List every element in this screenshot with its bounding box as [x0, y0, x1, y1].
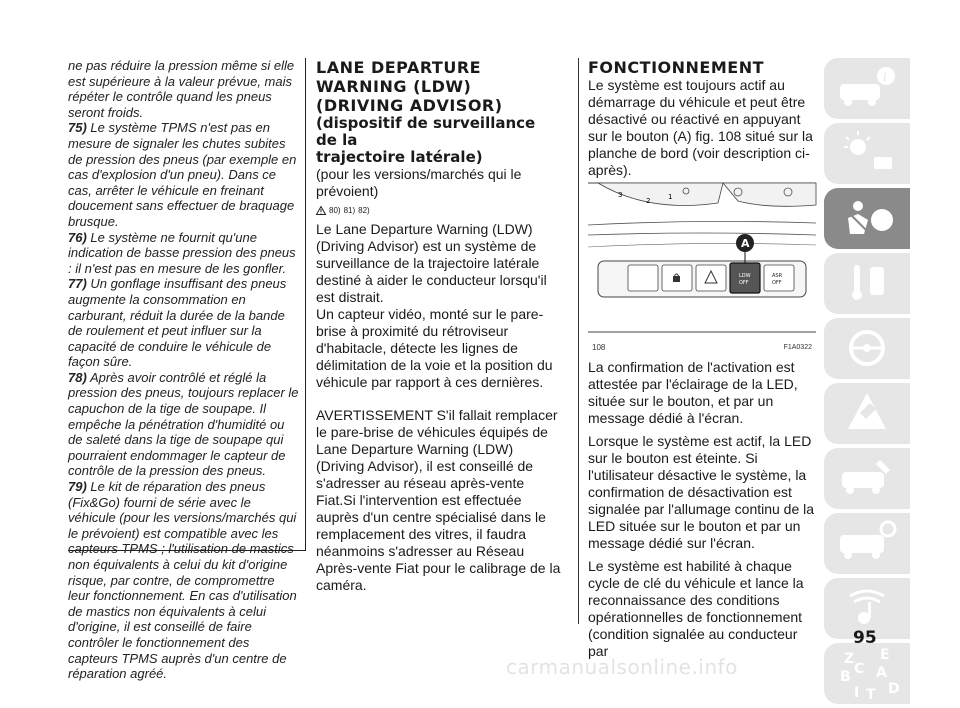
- section-subtitle-line: (dispositif de surveillance de la: [316, 114, 536, 149]
- note-text: Après avoir contrôlé et réglé la pression des pneus, toujours replacer le capuchon de la tige de soupape. Il empêche la pénétration d'humidité ou de saleté dans la tige de soupape qui pourraient endommager le capteur de contrôle de la pression des pneus.: [68, 369, 299, 479]
- warning-lights-icon: [824, 123, 910, 184]
- note-number: 79): [68, 479, 87, 495]
- column-divider: [578, 58, 579, 624]
- emergency-icon: [824, 383, 910, 444]
- note-number: 78): [68, 369, 87, 385]
- svg-text:ASR: ASR: [772, 273, 783, 279]
- figure-number: 108: [592, 343, 606, 352]
- starting-driving-icon: [824, 253, 910, 314]
- operation-paragraph: Le système est habilité à chaque cycle de clé du véhicule et lance la reconnaissance des conditions opérationnelles de fonctionnement (condition signalée au conducteur par: [588, 558, 804, 659]
- watermark-text: carmanualsonline.info: [506, 655, 738, 679]
- operation-section: [588, 58, 816, 660]
- tab-warning-lights[interactable]: [824, 123, 910, 184]
- dial-number: 3: [618, 191, 623, 199]
- note-number: 77): [68, 276, 87, 292]
- page-number: 95: [853, 628, 877, 648]
- index-letter: E: [880, 647, 890, 663]
- maintenance-icon: [824, 448, 910, 509]
- note-number: 75): [68, 120, 87, 136]
- operation-paragraph: La confirmation de l'activation est attestée par l'éclairage de la LED, située sur le bouton, et par un message dédié à l'écran.: [588, 359, 798, 426]
- steering-wheel-icon: [824, 318, 910, 379]
- availability-note: (pour les versions/marchés qui le prévoient): [316, 166, 522, 199]
- svg-text:i: i: [883, 70, 887, 84]
- ref-number[interactable]: 81): [343, 206, 356, 215]
- warning-triangle-icon: [316, 206, 326, 215]
- technical-data-icon: [824, 513, 910, 574]
- note-text: Un gonflage insuffisant des pneus augmente la consommation en carburant, réduit la durée de la bande de roulement et peut influer sur la capacité de conduire le véhicule de façon sûre.: [68, 276, 287, 370]
- index-letter: D: [888, 681, 900, 697]
- index-letter: B: [840, 669, 851, 685]
- note-column: [68, 58, 306, 682]
- ref-number[interactable]: 82): [358, 206, 370, 215]
- note-text: Le système ne fournit qu'une indication de basse pression des pneus : il n'est pas en mesure de les gonfler.: [68, 229, 296, 276]
- tab-technical-data[interactable]: [824, 513, 910, 574]
- figure-108: [588, 183, 816, 353]
- tab-emergency[interactable]: [824, 383, 910, 444]
- ldw-warning-paragraph: AVERTISSEMENT S'il fallait remplacer le pare-brise de véhicules équipés de Lane Departure Warning (LDW) (Driving Advisor), il est conseillé de s'adresser au réseau après-vente Fiat.Si l'intervention est effectuée auprès d'un centre spécialisé dans le remplacement des vitres, il faudra néanmoins s'adresser au Réseau Après-vente Fiat pour le calibrage de la caméra.: [316, 407, 561, 593]
- note-intro: ne pas réduire la pression même si elle est supérieure à la valeur prévue, mais répéter le contrôle quand les pneus seront froids.: [68, 58, 295, 120]
- ldw-paragraph: Le Lane Departure Warning (LDW) (Driving Advisor) est un système de surveillance de la trajectoire latérale destiné à aider le conducteur lorsqu'il est distrait.: [316, 221, 547, 305]
- ldw-paragraph: Un capteur vidéo, monté sur le pare-brise à proximité du rétroviseur d'habitacle, détecte les lignes de délimitation de la voie et la position du véhicule par rapport à ces dernières.: [316, 306, 553, 390]
- operation-paragraph: Le système est toujours actif au démarrage du véhicule et peut être désactivé ou réactivé en appuyant sur le bouton (A) fig. 108 situé sur la planche de bord (voir description ci-après).: [588, 77, 813, 178]
- note-item: [68, 276, 299, 370]
- car-info-icon: [824, 58, 910, 119]
- svg-text:LDW: LDW: [739, 273, 751, 279]
- tab-steering-wheel[interactable]: [824, 318, 910, 379]
- ldw-section: [316, 58, 561, 594]
- index-letter: Z: [844, 651, 855, 667]
- callout-a-label: A: [741, 237, 750, 250]
- safety-airbag-icon: [824, 188, 910, 249]
- tab-starting-driving[interactable]: [824, 253, 910, 314]
- note-item: [68, 120, 299, 229]
- svg-text:OFF: OFF: [772, 280, 782, 286]
- dial-number: 1: [668, 193, 673, 201]
- note-text: Le système TPMS n'est pas en mesure de signaler les chutes subites de pression des pneus (par exemple en cas d'explosion d'un pneu). Dans ce cas, arrêter le véhicule en freinant doucement sans effectuer de braquage brusque.: [68, 120, 297, 229]
- svg-text:OFF: OFF: [739, 280, 749, 286]
- ref-number[interactable]: 80): [329, 206, 341, 215]
- section-subtitle-line: trajectoire latérale): [316, 148, 483, 166]
- operation-title: FONCTIONNEMENT: [588, 58, 764, 77]
- operation-paragraph: Lorsque le système est actif, la LED sur le bouton est éteinte. Si l'utilisateur désactive le système, la confirmation de désactivation est signalée par l'allumage continu de la LED située sur le bouton et par un message dédié sur l'écran.: [588, 433, 815, 551]
- note-item: [68, 479, 299, 682]
- section-title-line: WARNING (LDW): [316, 77, 472, 96]
- dial-number: 2: [646, 197, 651, 205]
- tab-car-info[interactable]: [824, 58, 910, 119]
- tab-maintenance[interactable]: [824, 448, 910, 509]
- tab-safety[interactable]: [824, 188, 910, 249]
- dashboard-illustration: [588, 183, 816, 333]
- index-letter: I: [854, 685, 860, 701]
- note-item: [68, 230, 299, 277]
- section-title-line: (DRIVING ADVISOR): [316, 96, 503, 115]
- section-title-line: LANE DEPARTURE: [316, 58, 482, 77]
- index-letter: C: [854, 661, 865, 677]
- note-text: Le kit de réparation des pneus (Fix&Go) fourni de série avec le véhicule (pour les versions/marchés qui le prévoient) est compatible avec les capteurs TPMS ; l'utilisation de mastics non équivalents à celui du kit d'origine risque, par contre, de compromettre leur fonctionnement. En cas d'utilisation de mastics non équivalents à celui d'origine, il est conseillé de faire contrôler le fonctionnement des capteurs TPMS auprès d'un centre de réparation agréé.: [68, 479, 297, 682]
- index-letter: T: [866, 687, 876, 703]
- index-letter: A: [876, 665, 887, 681]
- figure-code: F1A0322: [783, 344, 812, 351]
- warning-references: [316, 202, 561, 219]
- chapter-tabs: [824, 58, 910, 708]
- note-number: 76): [68, 229, 87, 245]
- index-icon: [824, 643, 910, 704]
- tab-index[interactable]: [824, 643, 910, 704]
- note-item: [68, 370, 299, 479]
